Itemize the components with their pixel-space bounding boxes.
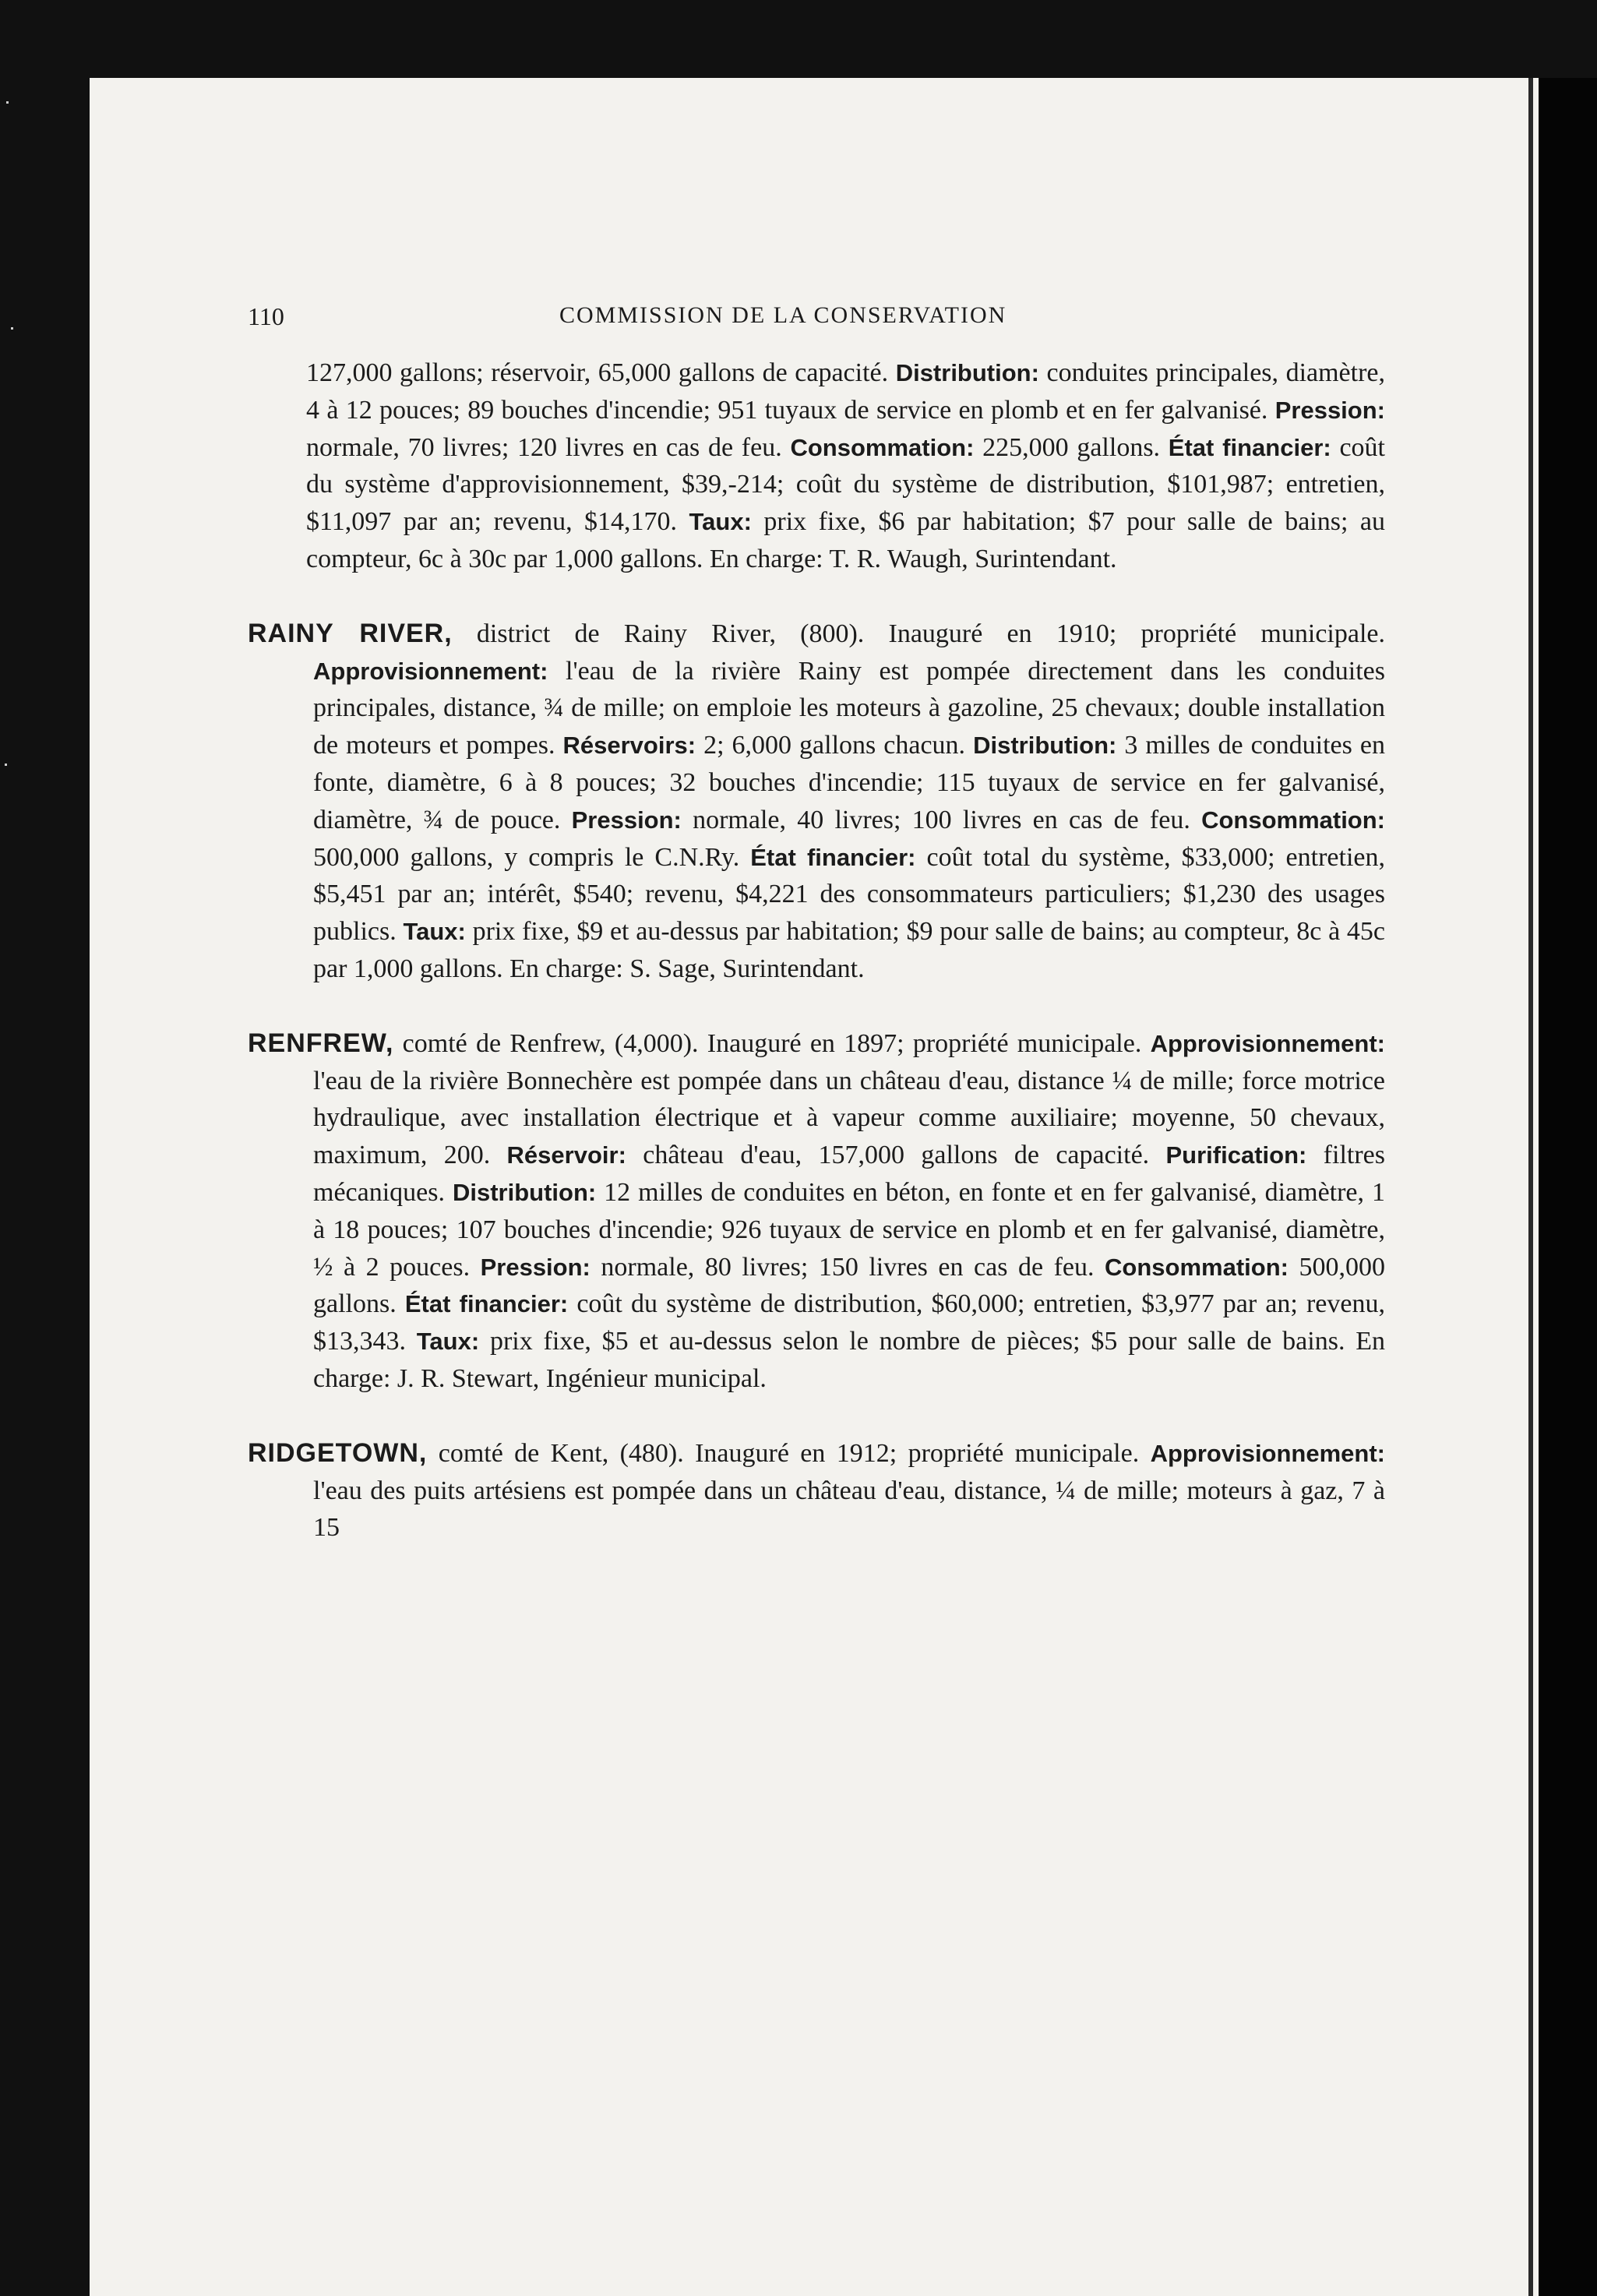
place-name: RENFREW, [248,1028,394,1058]
field-text: coût du système d'approvisionnement, $39,-214; coût du système de distribution, $101,987; entretien, $11,097 par an; revenu, $14,170. [306,432,1385,537]
entry [248,1025,1385,1398]
page-number: 110 [248,302,284,330]
field-label: Taux: [403,918,466,946]
scan-speck [6,101,9,104]
running-title: COMMISSION DE LA CONSERVATION [559,302,1007,328]
field-text: 3 milles de conduites en fonte, diamètre, 6 à 8 pouces; 32 bouches d'incendie; 115 tuyaux de service en fer galvanisé, diamètre, ¾ de pouce. [313,731,1385,834]
field-label: État financier: [404,1290,569,1318]
entry-paragraph [248,1025,1385,1398]
field-label: Pression: [571,806,682,834]
field-text: 225,000 gallons. [974,432,1169,462]
place-name: RIDGETOWN, [248,1437,428,1468]
entry-paragraph [248,1435,1385,1547]
field-label: Approvisionnement: [1150,1029,1385,1057]
field-text: coût du système de distribution, $60,000; entretien, $3,977 par an; revenu, $13,343. [313,1289,1385,1356]
field-text: normale, 80 livres; 150 livres en cas de feu. [590,1252,1105,1282]
field-label: Pression: [480,1253,591,1281]
field-label: État financier: [1168,433,1331,461]
field-text: normale, 70 livres; 120 livres en cas de feu. [306,432,791,462]
entry [248,615,1385,988]
field-text: prix fixe, $6 par habitation; $7 pour salle de bains; au compteur, 6c à 30c par 1,000 gallons. En charge: T. R. Waugh, Surintendant. [306,507,1385,573]
field-text: comté de Kent, (480). Inauguré en 1912; propriété municipale. [427,1438,1151,1468]
field-label: État financier: [750,843,916,871]
field-label: Distribution: [973,732,1117,760]
field-label: Distribution: [895,359,1039,386]
field-text: 500,000 gallons. [313,1252,1385,1319]
field-text: prix fixe, $9 et au-dessus par habitation; $9 pour salle de bains; au compteur, 8c à 45c par 1,000 gallons. En charge: S. Sage, Surintendant. [313,917,1385,983]
field-label: Pression: [1274,396,1385,424]
document-body [248,354,1385,1584]
field-text: l'eau des puits artésiens est pompée dans un château d'eau, distance, ¼ de mille; moteurs à gaz, 7 à 15 [313,1476,1385,1543]
field-text: 127,000 gallons; réservoir, 65,000 gallons de capacité. [306,358,896,387]
field-text: prix fixe, $5 et au-dessus selon le nombre de pièces; $5 pour salle de bains. En charge: J. R. Stewart, Ingénieur municipal. [313,1327,1386,1393]
entry [248,354,1385,578]
field-text: 500,000 gallons, y compris le C.N.Ry. [313,842,751,872]
entry-paragraph [248,615,1385,988]
field-label: Approvisionnement: [313,657,548,685]
field-text: coût total du système, $33,000; entretien, $5,451 par an; intérêt, $540; revenu, $4,221 des consommateurs particuliers; $1,230 des usages publics. [313,842,1385,947]
field-text: 12 milles de conduites en béton, en fonte et en fer galvanisé, diamètre, 1 à 18 pouces; 107 bouches d'incendie; 926 tuyaux de service en plomb et en fer galvanisé, diamètre, ½ à 2 pouces. [313,1177,1385,1282]
field-text: l'eau de la rivière Rainy est pompée directement dans les conduites principales, distance, ¾ de mille; on emploie les moteurs à gazoline, 25 chevaux; double installation de moteurs et pompes. [313,656,1385,760]
place-name: RAINY RIVER, [248,618,453,648]
field-text: l'eau de la rivière Bonnechère est pompée dans un château d'eau, distance ¼ de mille; force motrice hydraulique, avec installation électrique et à vapeur comme auxiliaire; moyenne, 50 chevaux, maximum, 200. [313,1066,1385,1170]
field-text: château d'eau, 157,000 gallons de capacité. [626,1141,1166,1170]
field-label: Taux: [416,1328,480,1356]
field-text: district de Rainy River, (800). Inauguré en 1910; propriété municipale. [452,619,1385,648]
field-label: Consommation: [1201,806,1385,834]
field-text: filtres mécaniques. [313,1141,1385,1207]
field-label: Consommation: [790,433,975,461]
field-label: Réservoirs: [562,732,696,760]
field-label: Distribution: [452,1178,597,1206]
field-label: Taux: [689,508,752,536]
scan-speck [11,327,13,330]
field-label: Consommation: [1105,1253,1289,1281]
page-header [248,302,1440,333]
entry-paragraph [248,354,1385,578]
field-text: 2; 6,000 gallons chacun. [696,731,974,760]
field-text: comté de Renfrew, (4,000). Inauguré en 1897; propriété municipale. [393,1028,1151,1058]
field-text: normale, 40 livres; 100 livres en cas de feu. [681,805,1202,834]
field-label: Purification: [1165,1141,1307,1169]
scan-border [1539,78,1597,2296]
scan-speck [5,764,7,766]
field-label: Réservoir: [506,1141,626,1169]
field-label: Approvisionnement: [1150,1439,1385,1467]
entry [248,1435,1385,1547]
field-text: conduites principales, diamètre, 4 à 12 pouces; 89 bouches d'incendie; 951 tuyaux de service en plomb et en fer galvanisé. [306,358,1386,425]
page-edge-shadow [1528,78,1533,2296]
